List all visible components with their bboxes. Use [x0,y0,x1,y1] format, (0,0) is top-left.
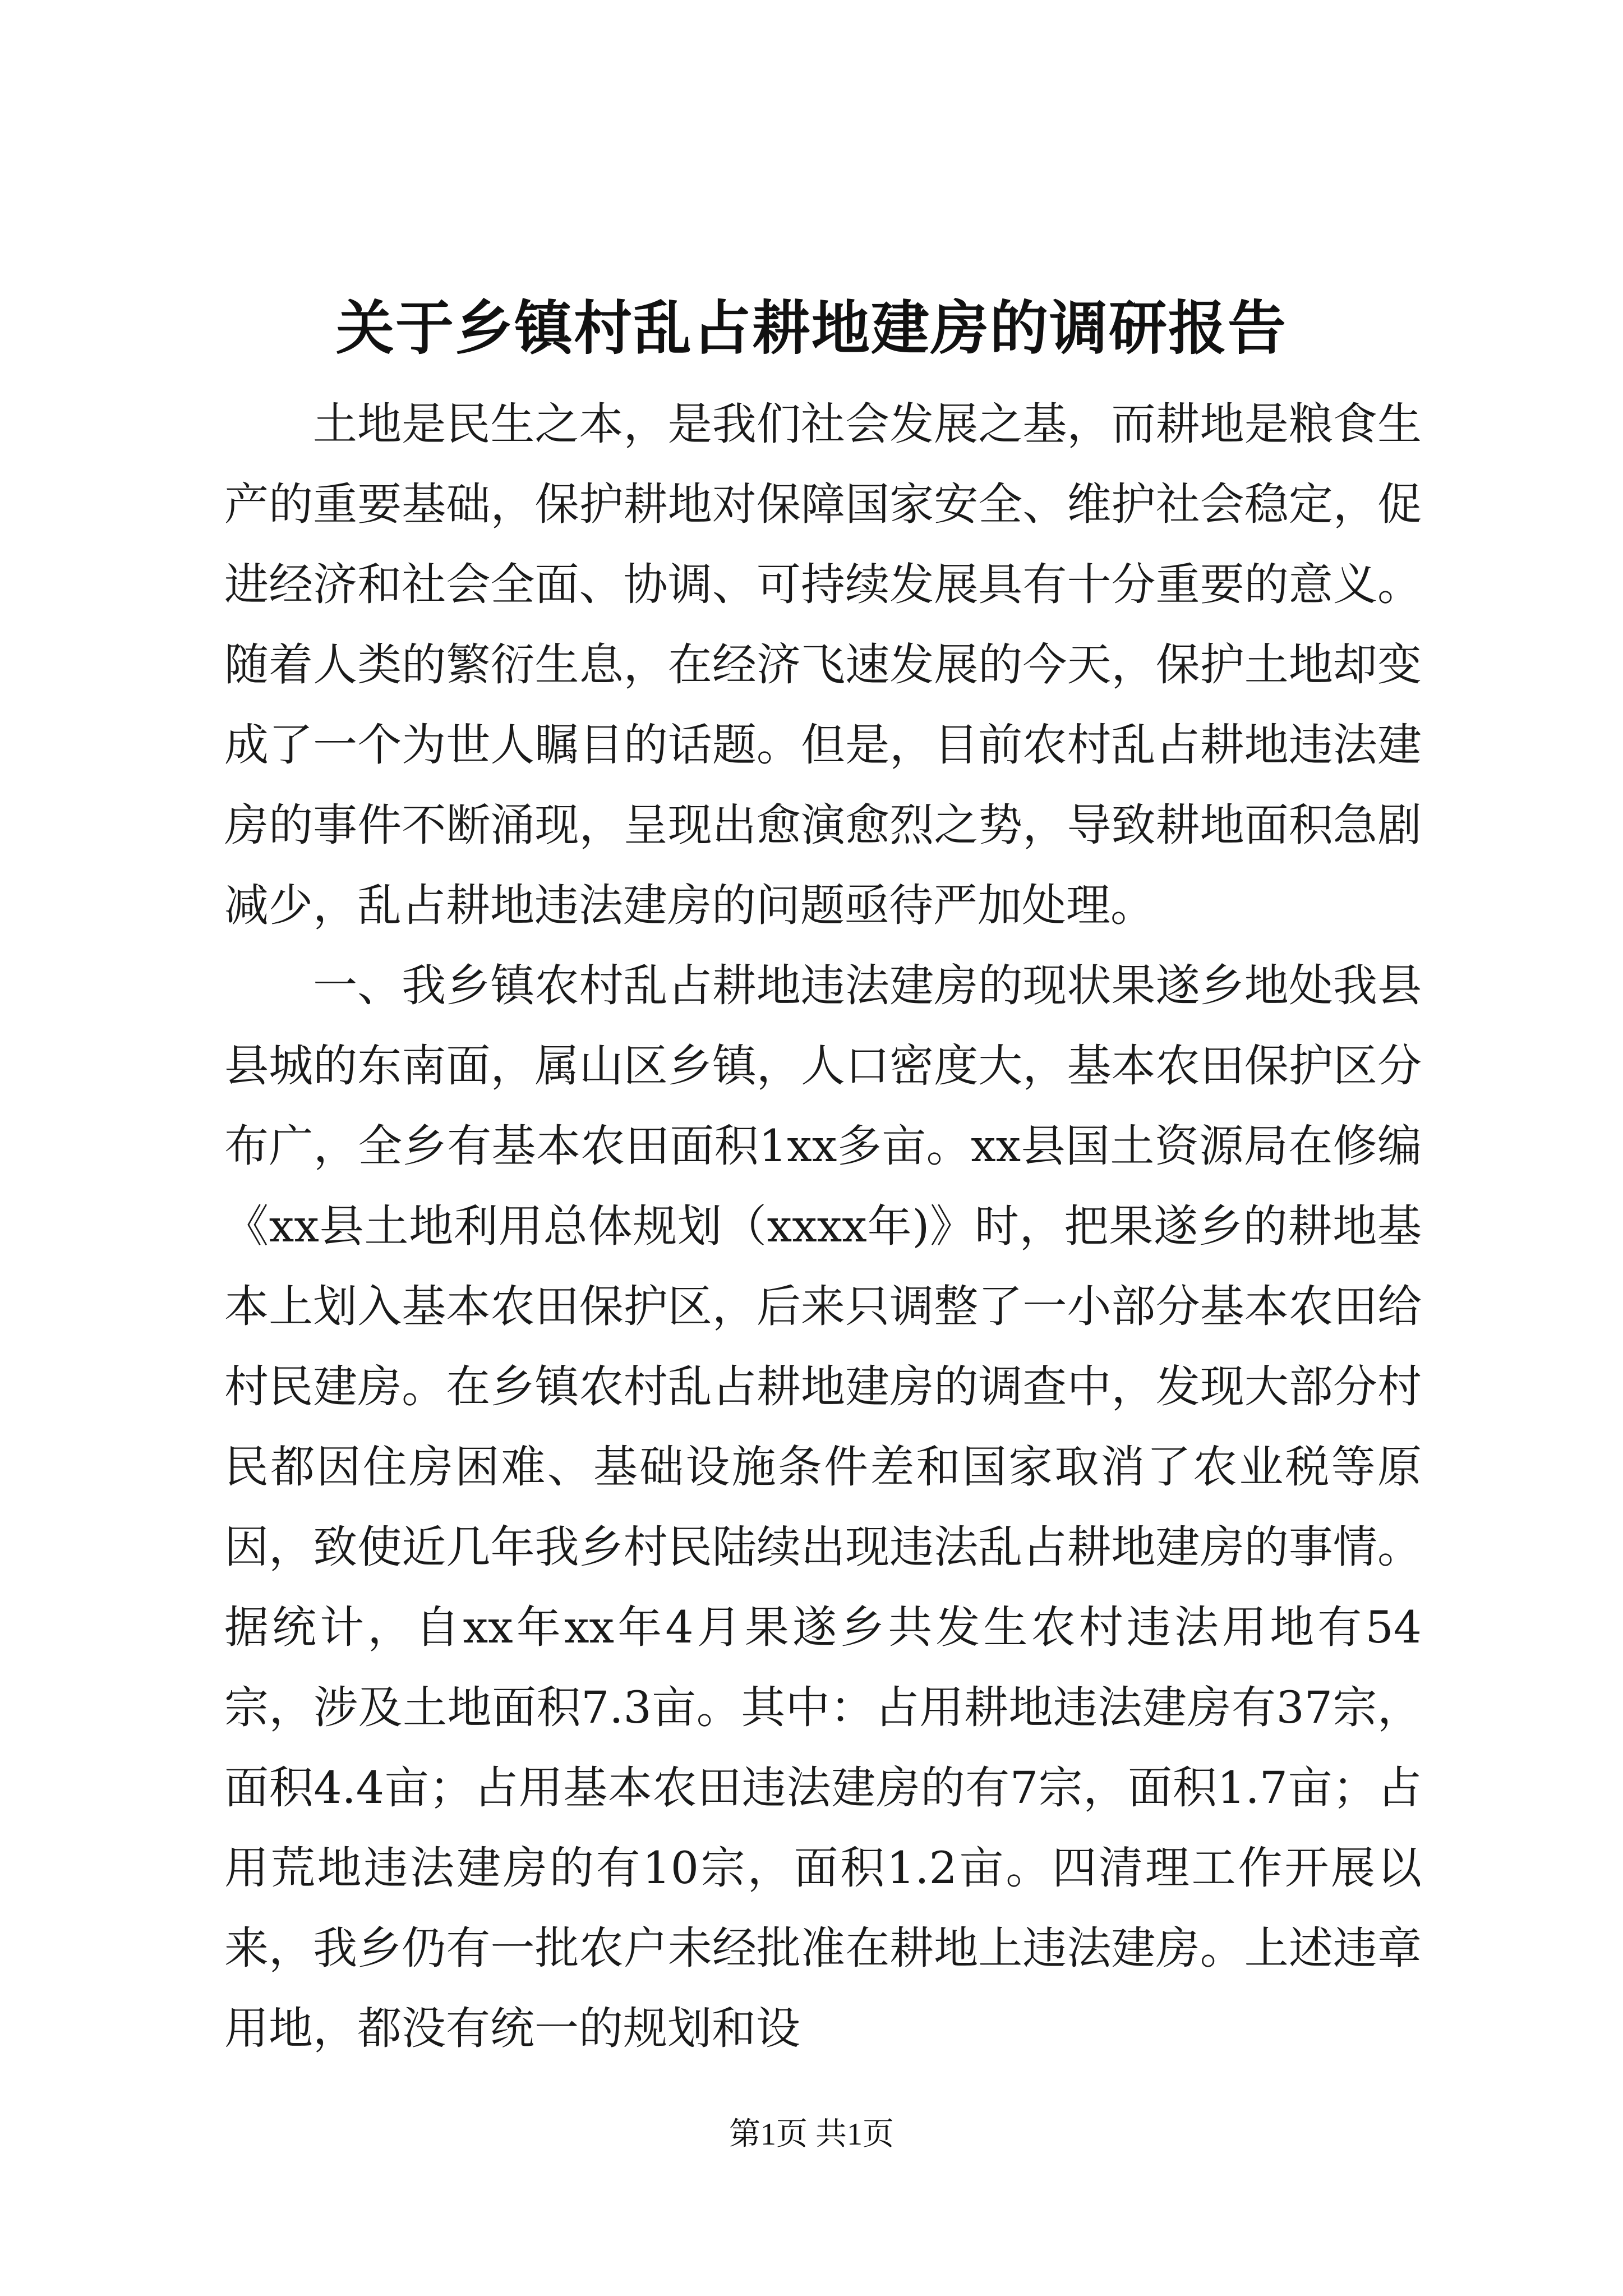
document-title: 关于乡镇村乱占耕地建房的调研报告 [335,293,1287,362]
paragraph-intro: 土地是民生之本，是我们社会发展之基，而耕地是粮食生产的重要基础，保护耕地对保障国家安全、维护社会稳定，促进经济和社会全面、协调、可持续发展具有十分重要的意义。随着人类的繁衍生息，在经济飞速发展的今天，保护土地却变成了一个为世人瞩目的话题。但是，目前农村乱占耕地违法建房的事件不断涌现，呈现出愈演愈烈之势，导致耕地面积急剧减少，乱占耕地违法建房的问题亟待严加处理。 [224,398,1422,931]
document-body [224,384,1422,2069]
page-footer: 第1页 共1页 [729,2117,894,2152]
paragraph-section-one: 一、我乡镇农村乱占耕地违法建房的现状果遂乡地处我县县城的东南面，属山区乡镇，人口密度大，基本农田保护区分布广，全乡有基本农田面积1xx多亩。xx县国土资源局在修编《xx县土地利用总体规划（xxxx年)》时，把果遂乡的耕地基本上划入基本农田保护区，后来只调整了一小部分基本农田给村民建房。在乡镇农村乱占耕地建房的调查中，发现大部分村民都因住房困难、基础设施条件差和国家取消了农业税等原因，致使近几年我乡村民陆续出现违法乱占耕地建房的事情。据统计，自xx年xx年4月果遂乡共发生农村违法用地有54宗，涉及土地面积7.3亩。其中：占用耕地违法建房有37宗，面积4.4亩；占用基本农田违法建房的有7宗，面积1.7亩；占用荒地违法建房的有10宗，面积1.2亩。四清理工作开展以来，我乡仍有一批农户未经批准在耕地上违法建房。上述违章用地，都没有统一的规划和设 [224,960,1422,2054]
